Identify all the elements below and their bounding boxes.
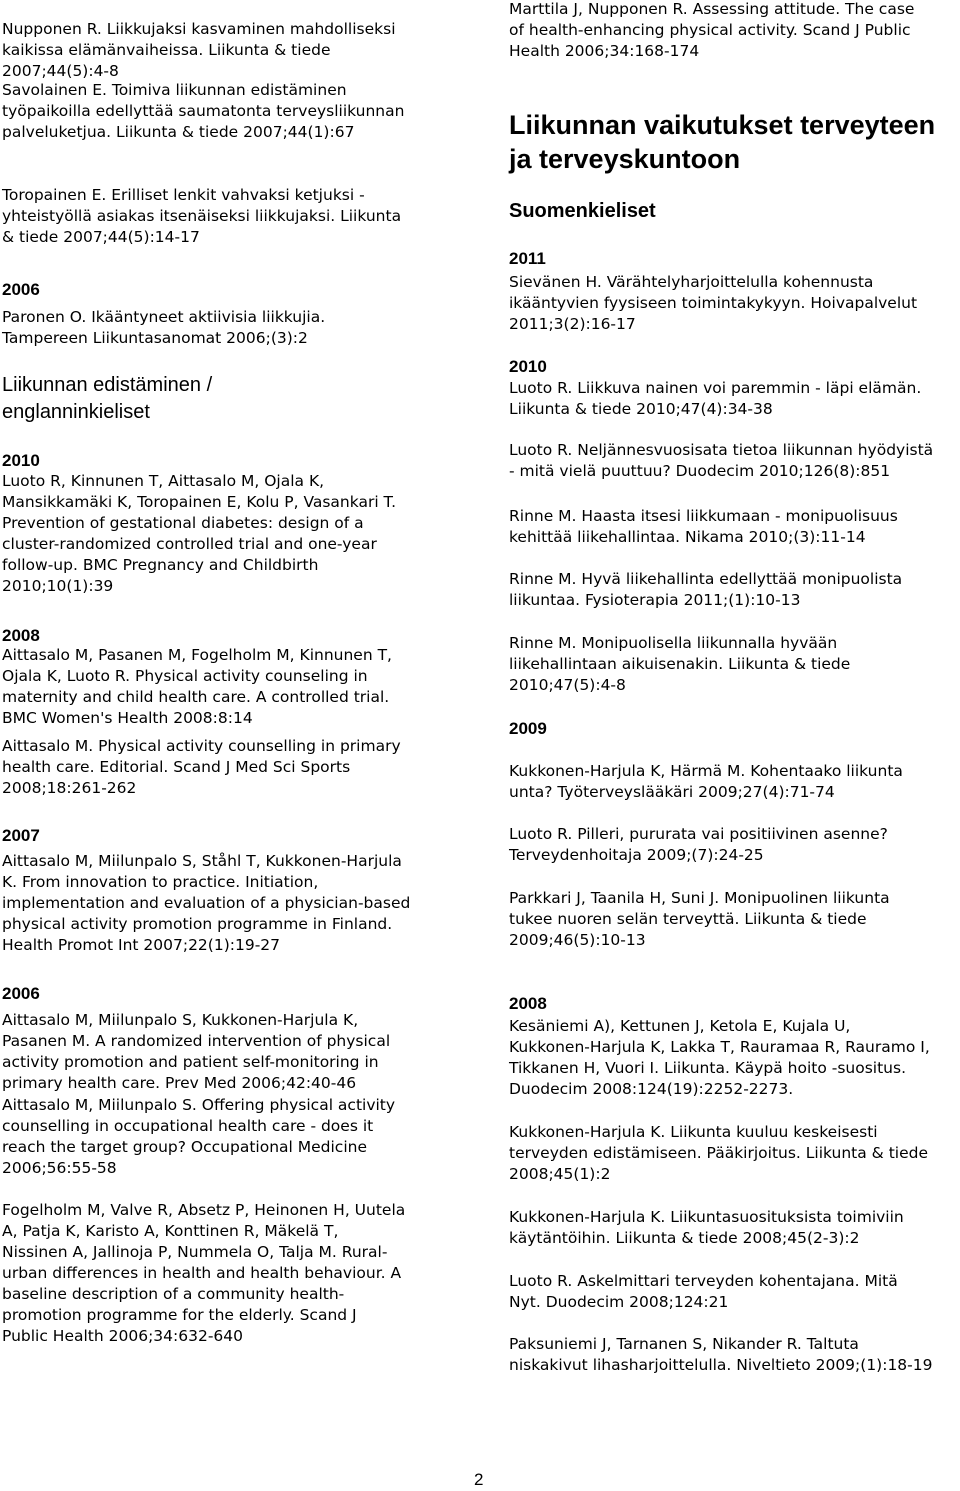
- reference-rinne-a: [509, 506, 898, 548]
- text-line: Nyt. Duodecim 2008;124:21: [509, 1293, 729, 1311]
- text-line: Pasanen M. A randomized intervention of physical: [2, 1032, 391, 1050]
- text-line: BMC Women's Health 2008:8:14: [2, 709, 253, 727]
- reference-aittasalo-2008a: [2, 645, 392, 729]
- reference-luoto-2009: [509, 824, 888, 866]
- text-line: Kukkonen-Harjula K, Härmä M. Kohentaako liikunta: [509, 762, 903, 780]
- text-line: urban differences in health and health behaviour. A: [2, 1264, 402, 1282]
- text-line: Public Health 2006;34:632-640: [2, 1327, 243, 1345]
- text-line: Liikunnan edistäminen /: [2, 374, 213, 396]
- year-heading: 2006: [2, 984, 40, 1003]
- text-line: kaikissa elämänvaiheissa. Liikunta & tiede: [2, 41, 331, 59]
- reference-kesaniemi: [509, 1016, 930, 1100]
- text-line: of health-enhancing physical activity. Scand J Public: [509, 21, 911, 39]
- text-line: health care. Editorial. Scand J Med Sci Sports: [2, 758, 351, 776]
- text-line: Kukkonen-Harjula K. Liikunta kuuluu keskeisesti: [509, 1123, 878, 1141]
- text-line: käytäntöihin. Liikunta & tiede 2008;45(2-3):2: [509, 1229, 860, 1247]
- text-line: Paronen O. Ikääntyneet aktiivisia liikkujia.: [2, 308, 326, 326]
- text-line: counselling in occupational health care - does it: [2, 1117, 374, 1135]
- text-line: Nissinen A, Jallinoja P, Nummela O, Talja M. Rural-: [2, 1243, 388, 1261]
- text-line: englanninkieliset: [2, 401, 150, 423]
- text-line: 2011;3(2):16-17: [509, 315, 636, 333]
- text-line: Toropainen E. Erilliset lenkit vahvaksi ketjuksi -: [2, 186, 365, 204]
- reference-paksuniemi: [509, 1334, 933, 1376]
- text-line: Aittasalo M, Pasanen M, Fogelholm M, Kinnunen T,: [2, 646, 392, 664]
- text-line: primary health care. Prev Med 2006;42:40-46: [2, 1074, 357, 1092]
- text-line: Marttila J, Nupponen R. Assessing attitude. The case: [509, 0, 915, 18]
- text-line: Parkkari J, Taanila H, Suni J. Monipuolinen liikunta: [509, 889, 890, 907]
- year-heading: 2007: [2, 826, 40, 845]
- text-line: Health Promot Int 2007;22(1):19-27: [2, 936, 281, 954]
- page-number: 2: [474, 1470, 484, 1489]
- text-line: liikehallintaan aikuisenakin. Liikunta & tiede: [509, 655, 851, 673]
- text-line: Rinne M. Haasta itsesi liikkumaan - monipuolisuus: [509, 507, 898, 525]
- reference-marttila: [509, 0, 914, 62]
- text-line: Luoto R. Pilleri, pururata vai positiivinen asenne?: [509, 825, 888, 843]
- text-line: Luoto R. Liikkuva nainen voi paremmin - läpi elämän.: [509, 379, 922, 397]
- year-heading: 2008: [509, 994, 547, 1013]
- text-line: Rinne M. Hyvä liikehallinta edellyttää monipuolista: [509, 570, 903, 588]
- text-line: ikääntyvien fyysiseen toimintakykyyn. Hoivapalvelut: [509, 294, 918, 312]
- text-line: cluster-randomized controlled trial and one-year: [2, 535, 377, 553]
- text-line: - mitä vielä puuttuu? Duodecim 2010;126(8):851: [509, 462, 891, 480]
- text-line: Tikkanen H, Vuori I. Liikunta. Käypä hoito -suositus.: [509, 1059, 906, 1077]
- reference-aittasalo-2006b: [2, 1095, 395, 1179]
- text-line: liikuntaa. Fysioterapia 2011;(1):10-13: [509, 591, 801, 609]
- text-line: unta? Työterveyslääkäri 2009;27(4):71-74: [509, 783, 835, 801]
- subheading-finnish: Suomenkieliset: [509, 200, 656, 222]
- reference-savolainen: [2, 80, 404, 143]
- text-line: Kesäniemi A), Kettunen J, Ketola E, Kujala U,: [509, 1017, 851, 1035]
- text-line: Savolainen E. Toimiva liikunnan edistäminen: [2, 81, 347, 99]
- text-line: työpaikoilla edellyttää saumatonta terveysliikunnan: [2, 102, 405, 120]
- text-line: baseline description of a community health-: [2, 1285, 345, 1303]
- text-line: Kukkonen-Harjula K, Lakka T, Rauramaa R, Rauramo I,: [509, 1038, 930, 1056]
- section-heading-english: [2, 372, 212, 426]
- reference-aittasalo-2008b: [2, 736, 401, 799]
- reference-parkkari: [509, 888, 890, 951]
- text-line: Liikunta & tiede 2010;47(4):34-38: [509, 400, 773, 418]
- text-line: maternity and child health care. A controlled trial.: [2, 688, 390, 706]
- reference-rinne-b: [509, 569, 902, 611]
- text-line: Paksuniemi J, Tarnanen S, Nikander R. Taltuta: [509, 1335, 859, 1353]
- text-line: 2007;44(5):4-8: [2, 62, 119, 80]
- text-line: reach the target group? Occupational Medicine: [2, 1138, 367, 1156]
- text-line: activity promotion and patient self-monitoring in: [2, 1053, 379, 1071]
- reference-nupponen: [2, 19, 396, 82]
- text-line: Liikunnan vaikutukset terveyteen: [509, 110, 936, 140]
- reference-paronen: [2, 307, 325, 349]
- reference-toropainen: [2, 185, 401, 248]
- text-line: Aittasalo M, Miilunpalo S. Offering physical activity: [2, 1096, 396, 1114]
- reference-luoto-2010a: [509, 378, 921, 420]
- year-heading: 2010: [2, 451, 40, 470]
- text-line: follow-up. BMC Pregnancy and Childbirth: [2, 556, 319, 574]
- year-heading: 2008: [2, 626, 40, 645]
- text-line: Aittasalo M, Miilunpalo S, Ståhl T, Kukkonen-Harjula: [2, 852, 402, 870]
- text-line: kehittää liikehallintaa. Nikama 2010;(3):11-14: [509, 528, 866, 546]
- section-heading-main: [509, 108, 935, 176]
- text-line: tukee nuoren selän terveyttä. Liikunta & tiede: [509, 910, 867, 928]
- text-line: Ojala K, Luoto R. Physical activity counseling in: [2, 667, 368, 685]
- reference-rinne-c: [509, 633, 850, 696]
- reference-sievanen: [509, 272, 917, 335]
- text-line: Luoto R. Askelmittari terveyden kohentajana. Mitä: [509, 1272, 898, 1290]
- text-line: A, Patja K, Karisto A, Konttinen R, Mäkelä T,: [2, 1222, 339, 1240]
- text-line: Mansikkamäki K, Toropainen E, Kolu P, Vasankari T.: [2, 493, 397, 511]
- year-heading: 2006: [2, 280, 40, 299]
- reference-luoto-2010b: [509, 440, 933, 482]
- text-line: Prevention of gestational diabetes: design of a: [2, 514, 364, 532]
- text-line: Sievänen H. Värähtelyharjoittelulla kohennusta: [509, 273, 874, 291]
- text-line: 2008;18:261-262: [2, 779, 137, 797]
- text-line: 2010;10(1):39: [2, 577, 114, 595]
- reference-kukkonen-2008a: [509, 1122, 928, 1185]
- reference-aittasalo-2006a: [2, 1010, 390, 1094]
- text-line: palveluketjua. Liikunta & tiede 2007;44(1):67: [2, 123, 355, 141]
- year-heading: 2009: [509, 719, 547, 738]
- text-line: Terveydenhoitaja 2009;(7):24-25: [509, 846, 764, 864]
- reference-fogelholm: [2, 1200, 405, 1347]
- text-line: Kukkonen-Harjula K. Liikuntasuosituksista toimiviin: [509, 1208, 904, 1226]
- text-line: Aittasalo M. Physical activity counselling in primary: [2, 737, 401, 755]
- reference-luoto-2008: [509, 1271, 898, 1313]
- text-line: promotion programme for the elderly. Scand J: [2, 1306, 357, 1324]
- text-line: Tampereen Liikuntasanomat 2006;(3):2: [2, 329, 308, 347]
- text-line: physical activity promotion programme in Finland.: [2, 915, 393, 933]
- text-line: 2006;56:55-58: [2, 1159, 117, 1177]
- text-line: Nupponen R. Liikkujaksi kasvaminen mahdolliseksi: [2, 20, 396, 38]
- text-line: K. From innovation to practice. Initiation,: [2, 873, 319, 891]
- text-line: Luoto R. Neljännesvuosisata tietoa liikunnan hyödyistä: [509, 441, 934, 459]
- text-line: implementation and evaluation of a physician-based: [2, 894, 411, 912]
- text-line: terveyden edistämiseen. Pääkirjoitus. Liikunta & tiede: [509, 1144, 928, 1162]
- reference-aittasalo-2007: [2, 851, 410, 956]
- text-line: Duodecim 2008:124(19):2252-2273.: [509, 1080, 794, 1098]
- text-line: Luoto R, Kinnunen T, Aittasalo M, Ojala K,: [2, 472, 325, 490]
- text-line: 2009;46(5):10-13: [509, 931, 646, 949]
- text-line: 2010;47(5):4-8: [509, 676, 626, 694]
- text-line: & tiede 2007;44(5):14-17: [2, 228, 200, 246]
- text-line: 2008;45(1):2: [509, 1165, 611, 1183]
- text-line: Health 2006;34:168-174: [509, 42, 700, 60]
- reference-kukkonen-2008b: [509, 1207, 904, 1249]
- year-heading: 2010: [509, 357, 547, 376]
- reference-luoto-2010: [2, 471, 396, 597]
- year-heading: 2011: [509, 249, 546, 268]
- text-line: niskakivut lihasharjoittelulla. Niveltieto 2009;(1):18-19: [509, 1356, 933, 1374]
- text-line: yhteistyöllä asiakas itsenäiseksi liikkujaksi. Liikunta: [2, 207, 402, 225]
- text-line: Aittasalo M, Miilunpalo S, Kukkonen-Harjula K,: [2, 1011, 359, 1029]
- text-line: ja terveyskuntoon: [509, 144, 741, 174]
- reference-kukkonen-2009: [509, 761, 903, 803]
- text-line: Fogelholm M, Valve R, Absetz P, Heinonen H, Uutela: [2, 1201, 406, 1219]
- text-line: Rinne M. Monipuolisella liikunnalla hyvään: [509, 634, 838, 652]
